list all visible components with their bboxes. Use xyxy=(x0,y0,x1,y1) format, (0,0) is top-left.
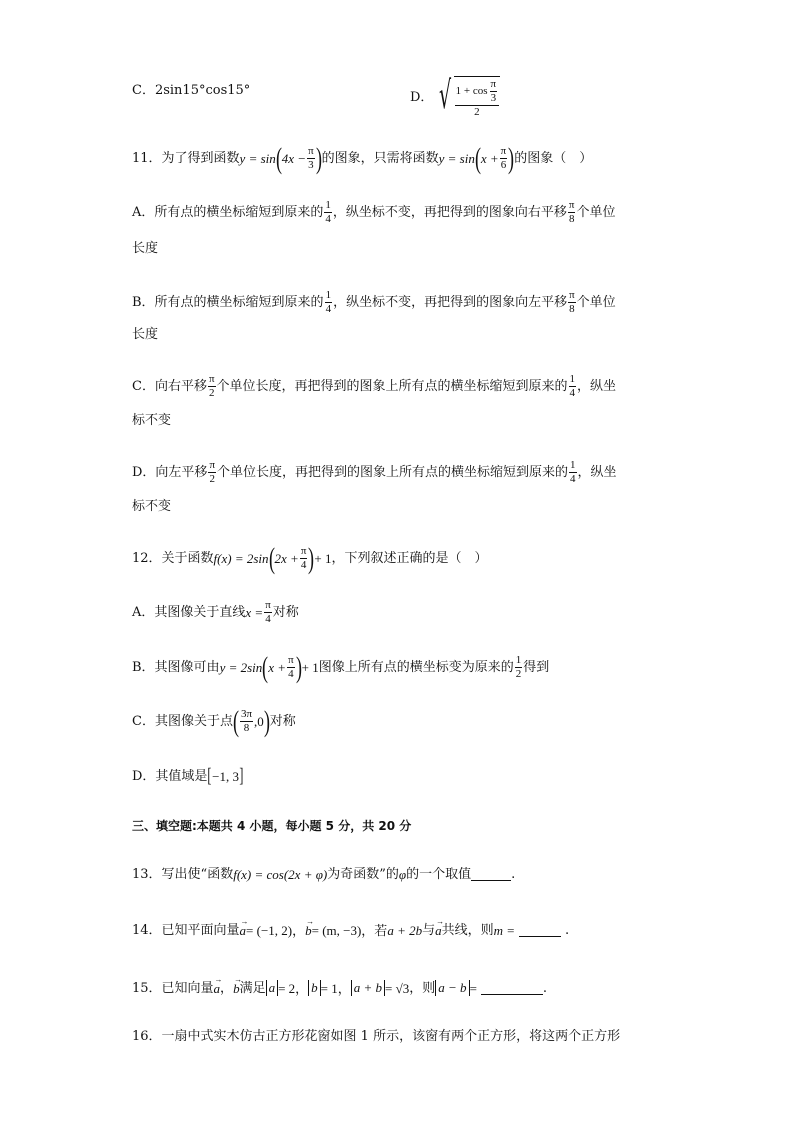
q11-option-a: A．所有点的横坐标缩短到原来的 $\frac{1}{4}$ ，纵坐标不变，再把得到的图象向右平移 $\frac{\pi}{8}$ 个单位 xyxy=(132,199,616,225)
q11-option-c-cont: 标不变 xyxy=(132,413,172,428)
abs-a-minus-b: a − b xyxy=(435,980,469,996)
sqrt-expression xyxy=(433,73,500,118)
q11-option-b-cont: 长度 xyxy=(132,327,159,342)
q11-option-d: D．向左平移 $\frac{\pi}{2}$ 个单位长度，再把得到的图象上所有点的横坐标缩短到原来的 $\frac{1}{4}$ ，纵坐 xyxy=(132,459,617,485)
vector-a: → a xyxy=(213,974,223,996)
q12-option-c: C．其图像关于点 ( $\frac{3\pi}{8}$ ,0 ) 对称 xyxy=(132,705,296,738)
q13-stem: 13．写出使“函数 f(x) = cos(2x + φ) 为奇函数”的 φ 的一个取值 . xyxy=(132,867,516,882)
vector-a: → a xyxy=(239,917,249,938)
q12-option-d: D．其值域是 [ −1, 3 ] xyxy=(132,765,244,787)
q11-option-a-cont: 长度 xyxy=(132,241,159,256)
q11-option-d-cont: 标不变 xyxy=(132,499,172,514)
vector-b: → b xyxy=(233,974,243,996)
q10-option-d-fraction: 1 + cos $\frac{\pi}{3}$ 2 xyxy=(455,79,499,118)
q10-option-c-text: C．2sin15°cos15° xyxy=(132,83,251,98)
q14-stem: 14．已知平面向量 → a = (−1, 2)， → b = (m, −3)，若 a + 2b 与 → a 共线，则 m = . xyxy=(132,917,570,938)
q10-option-c xyxy=(132,84,250,97)
vector-a: → a xyxy=(435,917,445,938)
q10-option-d-prefix: D． xyxy=(410,89,434,105)
q10-option-d xyxy=(410,73,500,118)
abs-b: b xyxy=(308,980,321,996)
q14-answer-blank[interactable] xyxy=(519,924,561,937)
vector-b: → b xyxy=(305,917,315,938)
fraction-pi-3: $\frac{\pi}{3}$ xyxy=(308,145,314,171)
q12-option-a: A．其图像关于直线 x = $\frac{\pi}{4}$ 对称 xyxy=(132,599,299,625)
q12-stem: 12．关于函数 f(x) = 2sin ( 2x + $\frac{\pi}{4}$ ) + 1 ，下列叙述正确的是（ ） xyxy=(132,542,488,575)
q16-stem: 16．一扇中式实木仿古正方形花窗如图 1 所示，该窗有两个正方形，将这两个正方形 xyxy=(132,1029,621,1044)
q13-answer-blank[interactable] xyxy=(471,868,511,881)
fraction-pi-6: $\frac{\pi}{6}$ xyxy=(500,145,507,171)
abs-a-plus-b: a + b xyxy=(351,980,385,996)
q15-answer-blank[interactable] xyxy=(481,982,543,995)
abs-a: a xyxy=(266,980,279,996)
sqrt-icon: √ xyxy=(439,73,452,117)
q11-option-b: B．所有点的横坐标缩短到原来的 $\frac{1}{4}$ ，纵坐标不变，再把得到的图象向左平移 $\frac{\pi}{8}$ 个单位 xyxy=(132,289,616,315)
q12-option-b: B．其图像可由 y = 2sin ( x + $\frac{\pi}{4}$ ) + 1 图像上所有点的横坐标变为原来的 $\frac{1}{2}$ 得到 xyxy=(132,651,550,684)
q15-stem: 15．已知向量 → a ， → b 满足 a = 2， b = 1， a + b = √3 ，则 a − b = . xyxy=(132,974,548,996)
section-heading: 三、填空题:本题共 4 小题，每小题 5 分，共 20 分 xyxy=(132,819,412,833)
q11-option-c: C．向右平移 $\frac{\pi}{2}$ 个单位长度，再把得到的图象上所有点的横坐标缩短到原来的 $\frac{1}{4}$ ，纵坐 xyxy=(132,373,617,399)
q11-stem: 11．为了得到函数 y = sin ( 4x − $\frac{\pi}{3}$ ) 的图象，只需将函数 y = sin ( x + $\frac{\pi}{6}$ ) 的图象（ ） xyxy=(132,142,593,175)
